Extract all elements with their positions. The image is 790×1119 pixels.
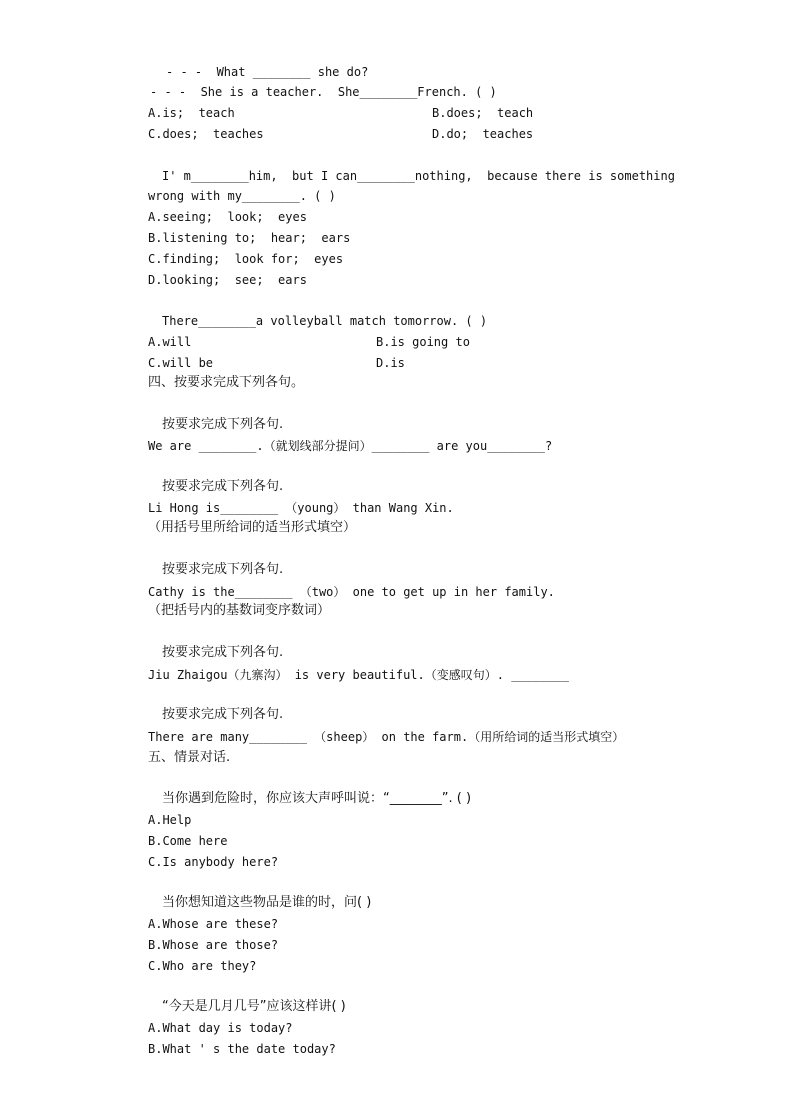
section4-q1-text: We are ________.（就划线部分提问）________ are you________?: [148, 439, 553, 453]
section4-q2-text: Li Hong is________ （young） than Wang Xin.: [148, 501, 454, 515]
q1-stem-line2: - - - She is a teacher. She________French. ( ): [150, 85, 497, 99]
section5-q2-option-a: A.Whose are these?: [148, 917, 279, 931]
section4-q2-note: （用括号里所给词的适当形式填空）: [148, 520, 357, 535]
q2-stem-line2: wrong with my________. ( ): [148, 189, 336, 203]
section5-q2-option-c: C.Who are they?: [148, 959, 257, 973]
section5-q2-stem: 当你想知道这些物品是谁的时，问( ): [162, 895, 372, 910]
section4-q3-note: （把括号内的基数词变序数词）: [148, 603, 331, 618]
q2-stem-line1: I' m________him, but I can________nothing, because there is something: [162, 169, 675, 183]
section5-q3-option-b: B.What ' s the date today?: [148, 1042, 336, 1056]
q1-option-c: C.does; teaches: [148, 127, 264, 141]
q3-option-a: A.will: [148, 335, 192, 349]
q1-option-d: D.do; teaches: [432, 127, 534, 141]
q3-option-c: C.will be: [148, 356, 214, 370]
section4-q3-text: Cathy is the________ （two） one to get up in her family.: [148, 585, 555, 599]
section4-q1-instruction: 按要求完成下列各句.: [162, 417, 284, 432]
section5-q1-option-c: C.Is anybody here?: [148, 855, 279, 869]
q2-option-d: D.looking; see; ears: [148, 273, 307, 287]
q2-option-c: C.finding; look for; eyes: [148, 252, 344, 266]
section5-heading: 五、情景对话.: [148, 750, 231, 765]
q3-option-b: B.is going to: [376, 335, 470, 349]
section4-q4-instruction: 按要求完成下列各句.: [162, 645, 284, 660]
q1-stem-line1: - - - What ________ she do?: [166, 65, 369, 79]
q1-option-b: B.does; teach: [432, 106, 534, 120]
section4-q5-instruction: 按要求完成下列各句.: [162, 707, 284, 722]
section4-q4-text: Jiu Zhaigou（九寨沟） is very beautiful.（变感叹句）. ________: [148, 668, 569, 682]
q3-option-d: D.is: [376, 356, 405, 370]
q2-option-a: A.seeing; look; eyes: [148, 210, 307, 224]
section5-q3-stem: “今天是几月几号”应该这样讲( ): [162, 999, 346, 1014]
section4-q5-text: There are many________ （sheep） on the farm.（用所给词的适当形式填空）: [148, 730, 625, 744]
section5-q1-stem: 当你遇到危险时，你应该大声呼叫说：“________”. ( ): [162, 791, 472, 806]
section5-q1-option-b: B.Come here: [148, 834, 228, 848]
q1-option-a: A.is; teach: [148, 106, 235, 120]
section4-q2-instruction: 按要求完成下列各句.: [162, 479, 284, 494]
q2-option-b: B.listening to; hear; ears: [148, 231, 351, 245]
section5-q1-option-a: A.Help: [148, 813, 192, 827]
section4-q3-instruction: 按要求完成下列各句.: [162, 562, 284, 577]
section5-q2-option-b: B.Whose are those?: [148, 938, 279, 952]
section5-q3-option-a: A.What day is today?: [148, 1021, 293, 1035]
section4-heading: 四、按要求完成下列各句。: [148, 375, 305, 390]
q3-stem: There________a volleyball match tomorrow. ( ): [162, 314, 488, 328]
